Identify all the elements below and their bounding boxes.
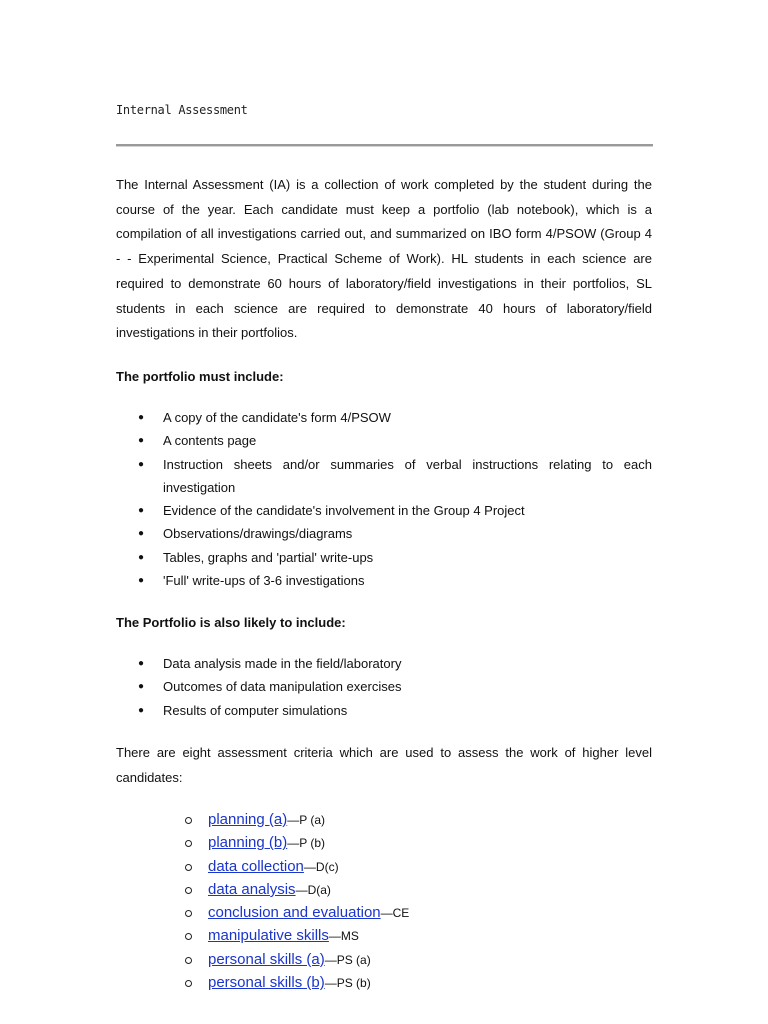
- likely-include-list: [116, 652, 652, 722]
- criteria-code: —P (b): [287, 836, 326, 851]
- list-item-text: A copy of the candidate's form 4/PSOW: [163, 410, 391, 425]
- circle-bullet-icon: [185, 864, 192, 871]
- bullet-icon: ●: [138, 658, 145, 669]
- bullet-icon: ●: [138, 505, 145, 517]
- list-item-text: Outcomes of data manipulation exercises: [163, 679, 402, 695]
- circle-bullet-icon: [185, 957, 192, 964]
- list-item-text: Instruction sheets and/or summaries of verbal instructions relating to each investigation: [163, 456, 652, 495]
- criteria-item: [116, 924, 409, 947]
- criteria-link-data-analysis[interactable]: data analysis: [208, 880, 296, 898]
- bullet-icon: ●: [138, 435, 145, 447]
- criteria-code: —P (a): [287, 813, 326, 827]
- criteria-link-planning-b[interactable]: planning (b): [208, 834, 288, 852]
- bullet-icon: ●: [138, 551, 145, 563]
- criteria-link-personal-skills-b[interactable]: personal skills (b): [208, 974, 325, 992]
- criteria-list: [116, 808, 409, 994]
- horizontal-rule: [116, 144, 653, 147]
- bullet-icon: ●: [138, 704, 145, 716]
- criteria-intro-paragraph: There are eight assessment criteria which are used to assess the work of higher level candidates:: [116, 745, 652, 785]
- list-item: [116, 499, 652, 522]
- list-item-text: Results of computer simulations: [163, 702, 348, 718]
- circle-bullet-icon: [185, 933, 192, 940]
- list-item-text: Observations/drawings/diagrams: [163, 526, 353, 542]
- criteria-code: —CE: [380, 906, 410, 921]
- list-item-text: Data analysis made in the field/laboratory: [163, 656, 402, 671]
- criteria-item: [116, 971, 409, 994]
- criteria-link-planning-a[interactable]: planning (a): [208, 811, 288, 828]
- must-include-heading: The portfolio must include:: [116, 369, 284, 384]
- criteria-item: [116, 901, 409, 924]
- list-item: [116, 699, 652, 722]
- criteria-link-manipulative-skills[interactable]: manipulative skills: [208, 927, 329, 945]
- criteria-code: —PS (a): [324, 952, 371, 967]
- criteria-link-personal-skills-a[interactable]: personal skills (a): [208, 950, 325, 968]
- list-item-text: A contents page: [163, 433, 257, 449]
- likely-include-heading: The Portfolio is also likely to include:: [116, 615, 346, 630]
- list-item: [116, 453, 652, 500]
- circle-bullet-icon: [185, 980, 192, 987]
- criteria-link-conclusion-and-evaluation[interactable]: conclusion and evaluation: [208, 904, 381, 922]
- list-item: [116, 652, 652, 675]
- criteria-code: —D(a): [295, 882, 331, 897]
- list-item: [116, 546, 652, 569]
- bullet-icon: ●: [138, 681, 145, 693]
- bullet-icon: ●: [138, 458, 145, 470]
- circle-bullet-icon: [185, 910, 192, 917]
- list-item-text: Evidence of the candidate's involvement in the Group 4 Project: [163, 503, 525, 519]
- bullet-icon: ●: [138, 528, 145, 540]
- criteria-code: —MS: [328, 929, 359, 944]
- circle-bullet-icon: [185, 840, 192, 847]
- list-item: [116, 569, 652, 592]
- list-item: [116, 522, 652, 545]
- circle-bullet-icon: [185, 887, 192, 894]
- criteria-link-data-collection[interactable]: data collection: [208, 857, 304, 875]
- list-item: [116, 429, 652, 452]
- criteria-item: [116, 948, 409, 971]
- criteria-item: [116, 808, 409, 831]
- criteria-code: —D(c): [303, 859, 339, 874]
- criteria-item: [116, 831, 409, 854]
- document-title: Internal Assessment: [116, 103, 248, 117]
- criteria-item: [116, 878, 409, 901]
- must-include-list: [116, 406, 652, 592]
- list-item-text: 'Full' write-ups of 3-6 investigations: [163, 573, 365, 589]
- criteria-item: [116, 855, 409, 878]
- list-item: [116, 406, 652, 429]
- criteria-code: —PS (b): [324, 976, 371, 991]
- bullet-icon: ●: [138, 575, 145, 587]
- bullet-icon: ●: [138, 412, 145, 423]
- list-item-text: Tables, graphs and 'partial' write-ups: [163, 549, 374, 565]
- intro-paragraph: The Internal Assessment (IA) is a collection of work completed by the student during the course of the year. Each candidate must keep a portfolio (lab notebook), which is a compilation of all investigations carried out, and summarized on IBO form 4/PSOW (Group 4 - - Experimental Science, Practical Scheme of Work). HL students in each science are required to demonstrate 60 hours of laboratory/field investigations in their portfolios, SL students in each science are required to demonstrate 40 hours of laboratory/field investigations in their portfolios.: [116, 177, 652, 341]
- list-item: [116, 675, 652, 698]
- circle-bullet-icon: [185, 817, 192, 824]
